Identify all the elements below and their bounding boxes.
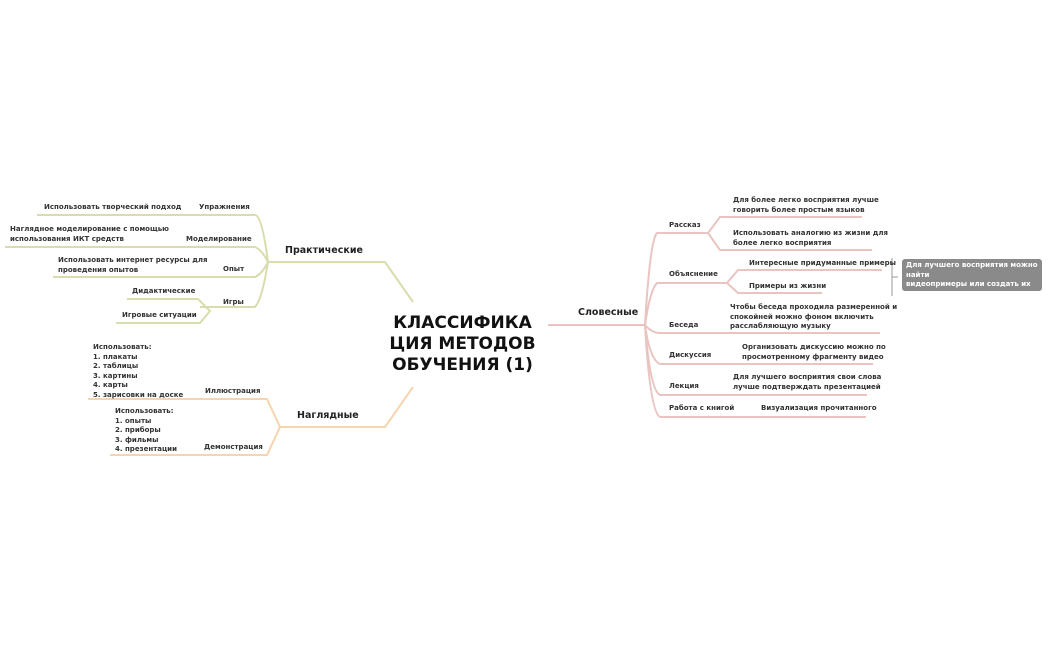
text-line: проведения опытов [58,265,139,274]
text-line: Использовать аналогию из жизни для [733,229,888,237]
conversation-detail[interactable] [730,303,897,332]
topic-practical[interactable]: Практические [285,245,363,256]
topic-demonstration[interactable]: Демонстрация [204,443,263,451]
text-line: расслабляющую музыку [730,322,831,330]
illustration-detail[interactable] [93,343,183,400]
explanation-detail-2[interactable]: Примеры из жизни [749,282,827,290]
practical-exercises-detail[interactable]: Использовать творческий подход [44,203,182,211]
text-line: Наглядное моделирование с помощью [10,225,169,233]
text-line: говорить более простым языков [733,205,865,214]
text-line: спокойней можно фоном включить [730,312,874,321]
practical-modeling-detail[interactable] [10,225,169,244]
story-detail-2[interactable] [733,229,888,248]
text-line: лучше подтверждать презентацией [733,382,881,391]
text-line: 2. таблицы [93,362,139,370]
text-line: Чтобы беседа проходила размеренной и [730,303,898,311]
text-line: Для лучшего восприятия свои слова [733,373,882,381]
topic-visual[interactable]: Наглядные [297,410,359,421]
explanation-callout[interactable] [902,259,1042,307]
topic-verbal[interactable]: Словесные [578,307,639,318]
topic-games[interactable]: Игры [223,298,244,306]
demonstration-detail[interactable] [115,407,177,455]
text-line: Организовать дискуссию можно по [742,343,886,351]
topic-conversation[interactable]: Беседа [669,321,699,329]
text-line: Для более легко восприятия лучше [733,196,879,204]
text-line: 4. карты [93,381,128,389]
title-line: ЦИЯ МЕТОДОВ [389,334,536,354]
topic-story[interactable]: Рассказ [669,221,701,229]
explanation-detail-1[interactable]: Интересные придуманные примеры [749,259,896,267]
text-line: видеопримеры или создать их самим и [906,280,1031,298]
topic-exercises[interactable]: Упражнения [199,203,250,211]
story-detail-1[interactable] [733,196,879,215]
text-line: 4. презентации [115,445,177,453]
title-line: ОБУЧЕНИЯ (1) [392,355,533,375]
text-line: использования ИКТ средств [10,234,124,243]
topic-book-work[interactable]: Работа с книгой [669,404,735,412]
title-line: КЛАССИФИКА [393,313,532,333]
text-line: Использовать: [115,407,174,415]
topic-experiment[interactable]: Опыт [223,265,245,273]
text-line: 2. приборы [115,426,161,434]
text-line: продемонстрировать [906,299,993,307]
topic-modeling[interactable]: Моделирование [186,235,252,243]
topic-explanation[interactable]: Объяснение [669,270,718,278]
discussion-detail[interactable] [742,343,886,362]
topic-illustration[interactable]: Иллюстрация [205,387,261,395]
text-line: Использовать интернет ресурсы для [58,256,208,264]
topic-lecture[interactable]: Лекция [669,382,699,390]
text-line: 1. опыты [115,416,152,425]
games-situations[interactable]: Игровые ситуации [122,311,197,319]
text-line: 3. картины [93,371,138,380]
text-line: более легко восприятия [733,238,832,247]
text-line: 3. фильмы [115,435,159,444]
text-line: 1. плакаты [93,352,138,361]
text-line: Для лучшего восприятия можно найти [906,261,1038,279]
lecture-detail[interactable] [733,373,881,392]
text-line: просмотренному фрагменту видео [742,352,884,361]
book-work-detail[interactable]: Визуализация прочитанного [761,404,877,412]
practical-experiment-detail[interactable] [58,256,207,275]
text-line: Использовать: [93,343,152,351]
games-didactic[interactable]: Дидактические [132,287,196,295]
central-topic[interactable] [380,313,545,376]
topic-discussion[interactable]: Дискуссия [669,351,712,359]
text-line: 5. зарисовки на доске [93,390,184,399]
